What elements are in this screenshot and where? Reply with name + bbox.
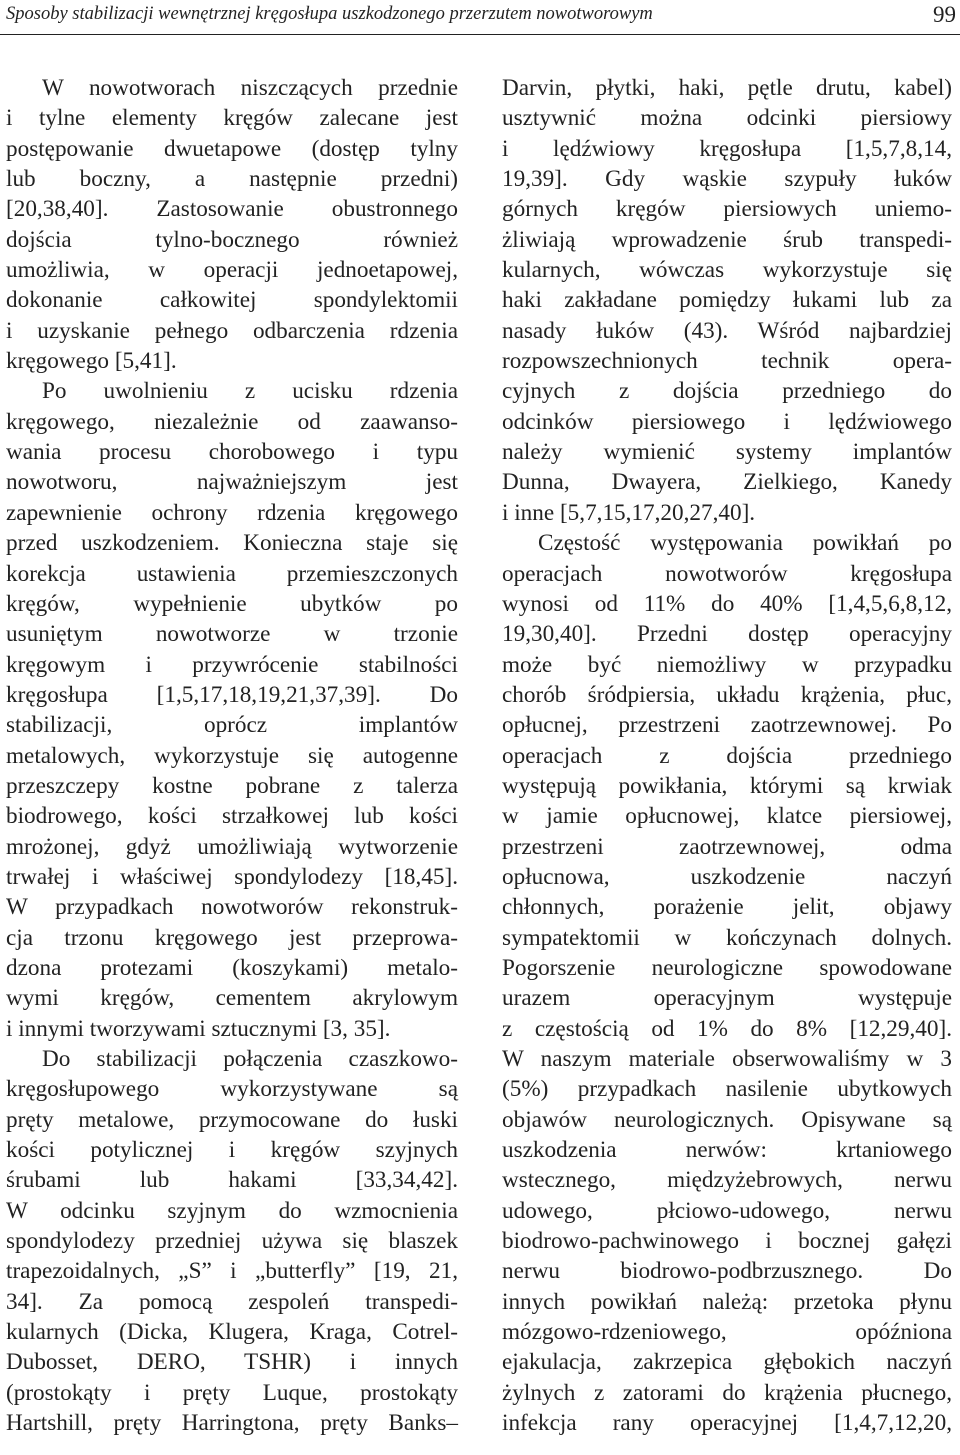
text-line: kręgosłupowego wykorzystywane są [6,1076,458,1103]
text-line: cyjnych z dojścia przedniego do [502,378,952,405]
text-line: żylnych z zatorami do krążenia płucnego, [502,1379,952,1406]
text-line: kręgowego [5,41]. [6,348,177,375]
text-line: śrubami lub hakami [33,34,42]. [6,1167,458,1194]
text-line: kręgosłupa [1,5,17,18,19,21,37,39]. Do [6,681,458,708]
text-line: ejakulacja, zakrzepica głębokich naczyń [502,1349,952,1376]
text-line: biodrowo-pachwinowego i bocznej gałęzi [502,1228,952,1255]
text-line: przeszczepy kostne pobrane z talerza [6,772,458,799]
text-line: infekcja rany operacyjnej [1,4,7,12,20, [502,1410,952,1437]
text-line: umożliwia, w operacji jednoetapowej, [6,257,458,284]
text-line: kręgów, wypełnienie ubytków po [6,590,458,617]
text-line: wynosi od 11% do 40% [1,4,5,6,8,12, [502,590,952,617]
text-line: Pogorszenie neurologiczne spowodowane [502,954,952,981]
text-line: z częstością od 1% do 8% [12,29,40]. [502,1015,952,1042]
text-line: spondylodezy przedniej używa się blaszek [6,1228,458,1255]
text-line: kości potylicznej i kręgów szyjnych [6,1137,458,1164]
text-line: W naszym materiale obserwowaliśmy w 3 [502,1046,952,1072]
text-line: wymi kręgów, cementem akrylowym [6,985,458,1012]
text-line: cja trzonu kręgowego jest przeprowa- [6,924,458,951]
text-line: przestrzeni zaotrzewnowej, odma [502,833,952,860]
text-line: operacjach nowotworów kręgosłupa [502,560,952,587]
text-line: kularnych, wówczas wykorzystuje się [502,257,952,284]
header-rule [0,34,960,35]
text-line: operacjach z dojścia przedniego [502,742,952,769]
text-line: i inne [5,7,15,17,20,27,40]. [502,499,756,526]
text-line: opłucnej, przestrzeni zaotrzewnowej. Po [502,712,952,739]
text-line: opłucnowa, uszkodzenie naczyń [502,863,952,890]
text-line: Darvin, płytki, haki, pętle drutu, kabel) [502,75,952,101]
text-line: 19,39]. Gdy wąskie szypuły łuków [502,166,952,193]
text-line: W przypadkach nowotworów rekonstruk- [6,894,458,921]
text-line: Do stabilizacji połączenia czaszkowo- [42,1046,458,1072]
text-line: dojścia tylno-bocznego również [6,226,458,253]
text-line: mrożonej, gdyż umożliwiają wytworzenie [6,833,458,860]
text-line: kręgowego, niezależnie od zaawanso- [6,408,458,435]
text-line: sympatektomii w kończynach dolnych. [502,924,952,951]
text-line: W nowotworach niszczących przednie [42,75,458,101]
text-line: postępowanie dwuetapowe (dostęp tylny [6,135,458,162]
text-line: objawów neurologicznych. Opisywane są [502,1106,952,1133]
text-line: wstecznego, międzyżebrowych, nerwu [502,1167,952,1194]
text-line: urazem operacyjnym występuje [502,985,952,1012]
text-line: dokonanie całkowitej spondylektomii [6,287,458,314]
text-line: górnych kręgów piersiowych uniemo- [502,196,952,223]
text-line: W odcinku szyjnym do wzmocnienia [6,1197,458,1224]
text-line: kularnych (Dicka, Klugera, Kraga, Cotrel- [6,1319,458,1346]
text-line: rozpowszechnionych technik opera- [502,348,952,375]
text-line: nasady łuków (43). Wśród najbardziej [502,317,952,344]
left-column [6,73,458,1438]
text-line: metalowych, wykorzystuje się autogenne [6,742,458,769]
text-line: zapewnienie ochrony rdzenia kręgowego [6,499,458,526]
text-line: haki zakładane pomiędzy łukami lub za [502,287,952,314]
text-line: pręty metalowe, przymocowane do łuski [6,1106,458,1133]
text-line: chłonnych, porażenie jelit, objawy [502,894,952,921]
text-line: nerwu biodrowo-podbrzusznego. Do [502,1258,952,1285]
text-line: trwałej i właściwej spondylodezy [18,45]. [6,863,458,890]
text-line: biodrowego, kości strzałkowej lub kości [6,803,458,830]
text-line: występują powikłania, którymi są krwiak [502,772,952,799]
text-line: Dubosset, DERO, TSHR) i innych [6,1349,458,1376]
running-title: Sposoby stabilizacji wewnętrznej kręgosłupa uszkodzonego przerzutem nowotworowym [6,4,653,24]
text-line: kręgowym i przywrócenie stabilności [6,651,458,678]
text-line: lub boczny, a następnie przedni) [6,166,458,193]
text-line: uszkodzenia nerwów: krtaniowego [502,1137,952,1164]
text-line: wania procesu chorobowego i typu [6,439,458,466]
text-line: żliwiają wprowadzenie śrub transpedi- [502,226,952,253]
text-line: [20,38,40]. Zastosowanie obustronnego [6,196,458,223]
text-line: usuniętym nowotworze w trzonie [6,621,458,648]
text-line: mózgowo-rdzeniowego, opóźniona [502,1319,952,1346]
text-line: i innymi tworzywami sztucznymi [3, 35]. [6,1015,391,1042]
text-line: usztywnić można odcinki piersiowy [502,105,952,132]
page-number: 99 [933,2,956,27]
text-line: Częstość występowania powikłań po [538,530,952,557]
text-line: trapezoidalnych, „S” i „butterfly” [19, 21, [6,1258,458,1285]
running-header [0,0,960,36]
text-line: Dunna, Dwayera, Zielkiego, Kanedy [502,469,952,496]
text-line: może być niemożliwy w przypadku [502,651,952,678]
text-line: odcinków piersiowego i lędźwiowego [502,408,952,435]
text-line: udowego, płciowo-udowego, nerwu [502,1197,952,1224]
text-line: stabilizacji, oprócz implantów [6,712,458,739]
text-line: korekcja ustawienia przemieszczonych [6,560,458,587]
text-line: 34]. Za pomocą zespoleń transpedi- [6,1288,458,1315]
text-line: dzona protezami (koszykami) metalo- [6,954,458,981]
text-line: nowotworu, najważniejszym jest [6,469,458,496]
text-line: chorób śródpiersia, układu krążenia, płuc, [502,681,952,708]
text-line: Po uwolnieniu z ucisku rdzenia [42,378,458,405]
text-line: (prostokąty i pręty Luque, prostokąty [6,1379,458,1406]
text-line: przed uszkodzeniem. Konieczna staje się [6,530,458,557]
text-line: Hartshill, pręty Harringtona, pręty Banks– [6,1410,458,1437]
text-line: 19,30,40]. Przedni dostęp operacyjny [502,621,952,648]
right-column [502,73,952,1438]
text-line: i tylne elementy kręgów zalecane jest [6,105,458,132]
text-line: w jamie opłucnowej, klatce piersiowej, [502,803,952,830]
text-line: innych powikłań należą: przetoka płynu [502,1288,952,1315]
text-line: należy wymienić systemy implantów [502,439,952,466]
text-line: i uzyskanie pełnego odbarczenia rdzenia [6,317,458,344]
text-line: i lędźwiowy kręgosłupa [1,5,7,8,14, [502,135,952,162]
text-line: (5%) przypadkach nasilenie ubytkowych [502,1076,952,1103]
